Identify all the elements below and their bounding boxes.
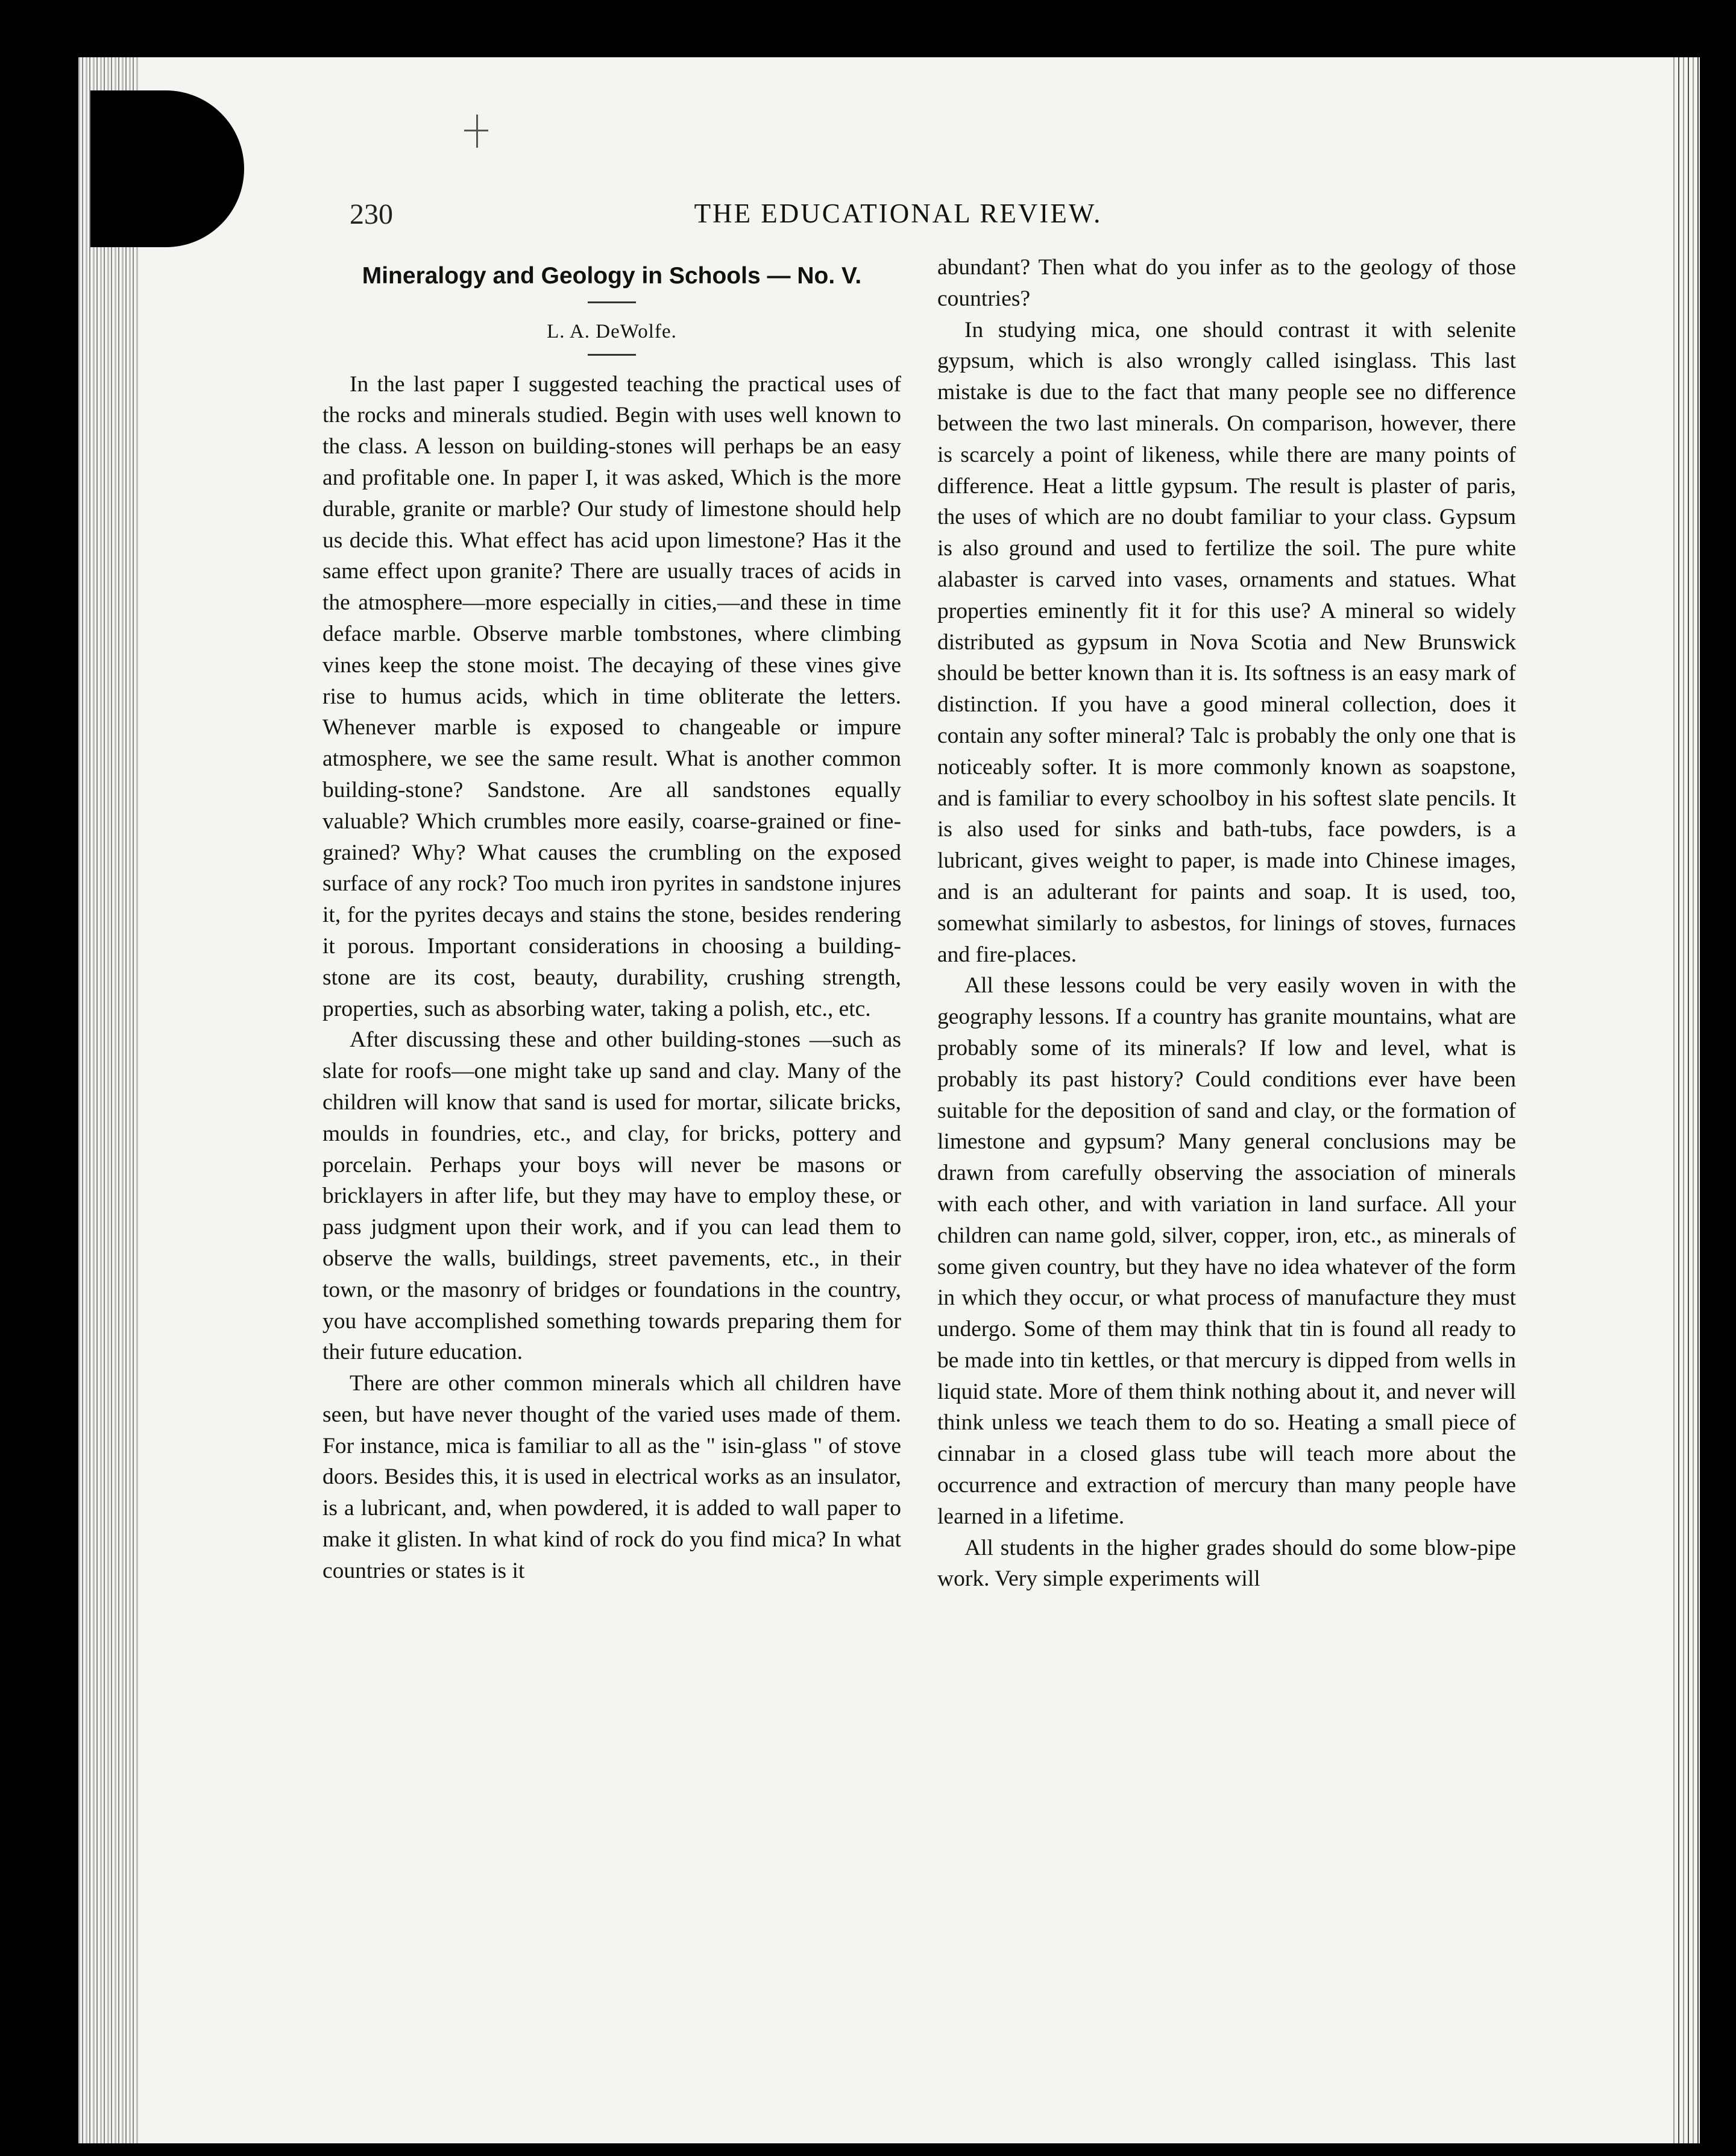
page-stack-edge [1670, 57, 1700, 2143]
scan-mark [464, 130, 488, 131]
paragraph: There are other common minerals which all children have seen, but have never thought of the varied uses made of them. For instance, mica is familiar to all as the " isin-glass " of stove doors. Besides this, it is used in electrical works as an insulator, is a lubricant, and, when powdered, it is added to wall paper to make it glisten. In what kind of rock do you find mica? In what countries or states is it [322, 1371, 901, 1583]
paragraph: All these lessons could be very easily woven in with the geography lessons. If a country has granite mountains, what are probably some of its minerals? If low and level, what is probably its past history? Could conditions ever have been suitable for the deposition of sand and clay, or the formation of limestone and gypsum? Many general conclusions may be drawn from carefully observing the association of minerals with each other, and with variation in land surface. All your children can name gold, silver, copper, iron, etc., as minerals of some given country, but they have no idea whatever of the form in which they occur, or what process of manufacture they must undergo. Some of them may think that tin is found all ready to be made into tin kettles, or that mercury is dipped from wells in liquid state. More of them think nothing about it, and never will think unless we teach them to do so. Heating a small piece of cinnabar in a closed glass tube will teach more about the occurrence and extraction of mercury than many people have learned in a lifetime. [937, 973, 1516, 1529]
article-author: L. A. DeWolfe. [547, 320, 677, 342]
paragraph: In studying mica, one should contrast it with selenite gypsum, which is also wrongly called isinglass. This last mistake is due to the fact that many people see no difference between the two last minerals. On comparison, however, there is scarcely a point of likeness, while there are many points of difference. Heat a little gypsum. The result is plaster of paris, the uses of which are no doubt familiar to your class. Gypsum is also ground and used to fertilize the soil. The pure white alabaster is carved into vases, ornaments and statues. What properties eminently fit it for this use? A mineral so widely distributed as gypsum in Nova Scotia and New Brunswick should be better known than it is. Its softness is an easy mark of distinction. If you have a good mineral collection, does it contain any softer mineral? Talc is probably the only one that is noticeably softer. It is more commonly known as soapstone, and is familiar to every schoolboy in his softest slate pencils. It is also used for sinks and bath-tubs, face powders, is a lubricant, gives weight to paper, is made into Chinese images, and is an adulterant for paints and soap. It is used, too, somewhat similarly to asbestos, for linings of stoves, furnaces and fire-places. [937, 317, 1516, 967]
paragraph: All students in the higher grades should do some blow-pipe work. Very simple experiments will [937, 1535, 1516, 1592]
left-column [322, 253, 901, 1587]
paragraph: abundant? Then what do you infer as to the geology of those countries? [937, 255, 1516, 311]
article-title: Mineralogy and Geology in Schools — No. V. [362, 263, 862, 289]
book-binding-edge [78, 57, 139, 2143]
right-column [937, 252, 1516, 1595]
author-rule [588, 354, 636, 356]
paragraph: In the last paper I suggested teaching the practical uses of the rocks and minerals studied. Begin with uses well known to the class. A lesson on building-stones will perhaps be an easy and profitable one. In paper I, it was asked, Which is the more durable, granite or marble? Our study of limestone should help us decide this. What effect has acid upon limestone? Has it the same effect upon granite? There are usually traces of acids in the atmosphere—more especially in cities,—and these in time deface marble. Observe marble tombstones, where climbing vines keep the stone moist. The decaying of these vines give rise to humus acids, which in time obliterate the letters. Whenever marble is exposed to changeable or impure atmosphere, we see the same result. What is another common building-stone? Sandstone. Are all sandstones equally valuable? Which crumbles more easily, coarse-grained or fine-grained? Why? What causes the crumbling on the exposed surface of any rock? Too much iron pyrites in sandstone injures it, for the pyrites decays and stains the stone, besides rendering it porous. Important considerations in choosing a building-stone are its cost, beauty, durability, crushing strength, properties, such as absorbing water, taking a polish, etc., etc. [322, 371, 901, 1021]
page-number: 230 [350, 198, 393, 230]
running-title: THE EDUCATIONAL REVIEW. [694, 198, 1102, 229]
binder-clip [90, 90, 244, 247]
title-rule [588, 301, 636, 303]
page-header [271, 193, 1525, 241]
paragraph: After discussing these and other building-stones —such as slate for roofs—one might take up sand and clay. Many of the children will know that sand is used for mortar, silicate bricks, moulds in foundries, etc., and clay, for bricks, pottery and porcelain. Perhaps your boys will never be masons or bricklayers in after life, but they may have to employ these, or pass judgment upon their work, and if you can lead them to observe the walls, buildings, street pavements, etc., in their town, or the masonry of bridges or foundations in the country, you have accomplished something towards preparing them for their future education. [322, 1027, 901, 1365]
